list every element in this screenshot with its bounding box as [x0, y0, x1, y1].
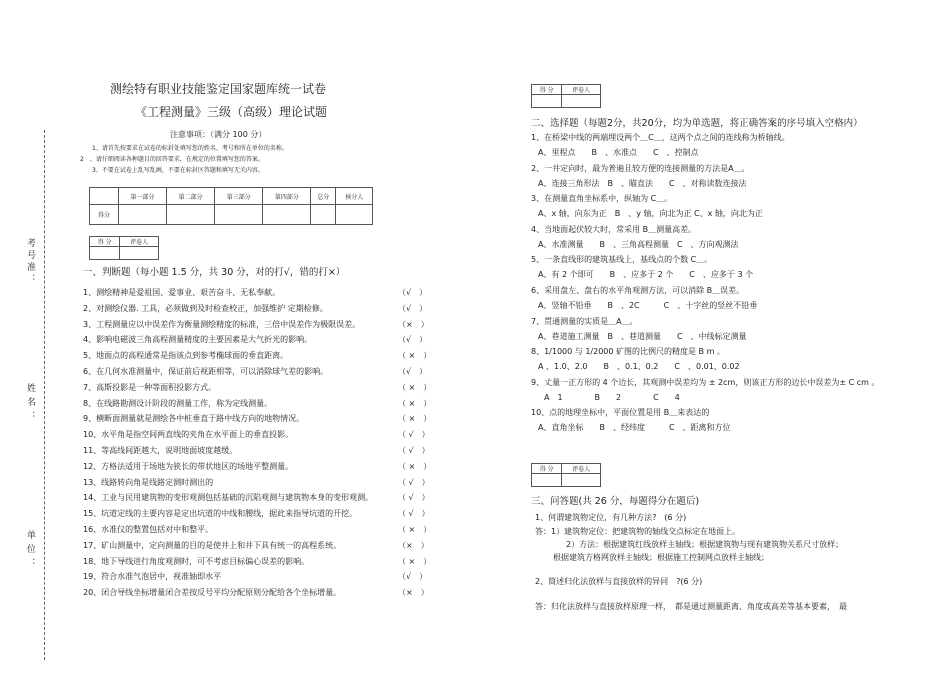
exam-no-label: 考号准：	[25, 238, 35, 286]
notice-2: 2 、请仔细阅读各种题目的回答要求，在规定的位置填写您的答案。	[80, 156, 264, 163]
grader-box	[89, 236, 159, 260]
judge-question: 20、闭合导线坐标增量闭合差按反号平均分配原则分配给各个坐标增量。	[83, 588, 342, 598]
judge-question: 13、线路转向角是线路定测时测出的	[83, 477, 214, 487]
judge-question: 6、在几何水准测量中，保证前后视距相等，可以消除球气差的影响。	[83, 367, 329, 376]
grader-box	[531, 84, 601, 108]
unit-label: 单位：	[25, 530, 35, 572]
judge-answer: （ × ）	[398, 398, 432, 408]
choice-question: 5、一条直线形的建筑基线上，基线点的个数 C＿。	[531, 255, 713, 265]
judge-question: 17、矿山测量中，定向测量的目的是使井上和井下具有统一的高程系统。	[83, 540, 342, 550]
judge-answer: （√ ）	[398, 367, 428, 376]
notice-title: 注意事项：（满分 100 分）	[170, 130, 267, 139]
choice-options: A、竖轴不铅垂 B 、2C C 、十字丝的竖丝不铅垂	[538, 301, 758, 310]
grader-score-label: 得 分	[90, 237, 120, 247]
judge-answer: （ × ）	[398, 556, 432, 566]
section1-title: 一、判断题（每小题 1.5 分，共 30 分，对的打√，错的打×）	[83, 267, 346, 278]
judge-answer: （√ ）	[398, 288, 428, 297]
grader-cell[interactable]	[532, 95, 562, 108]
choice-options: A、水准测量 B 、三角高程测量 C 、方向观测法	[538, 239, 739, 249]
choice-options: A、连接三角形法 B 、瞄直法 C 、对称读数连接法	[538, 178, 747, 188]
judge-question: 18、地下导线进行角度观测时，可不考虑目标偏心误差的影响。	[83, 556, 310, 566]
judge-answer: （√ ）	[398, 335, 428, 345]
judge-question: 11、等高线间距越大，说明地面坡度越缓。	[83, 446, 238, 455]
q1-answer-2: 2）方法：根据建筑红线放样主轴线；根据建筑物与现有建筑物关系尺寸放样；	[566, 540, 844, 549]
q1-answer-3: 根据建筑方格网放样主轴线；根据施工控制网点放样主轴线；	[553, 553, 769, 562]
choice-question: 4、当地面起伏较大时，常采用 B＿测量高差。	[531, 224, 697, 234]
grader-cell[interactable]	[120, 247, 159, 260]
section3-title: 三、问答题(共 26 分，每题得分在题后)	[531, 496, 700, 507]
judge-answer: （ × ）	[398, 414, 432, 424]
choice-options: A 、1.0、2.0 B 、0.1、0.2 C 、0.01、0.02	[538, 362, 740, 372]
choice-question: 9、丈量一正方形的 4 个边长，其观测中误差均为 ± 2cm，则该正方形的边长中误差为± C cm 。	[531, 377, 880, 387]
judge-answer: （× ）	[398, 319, 429, 329]
choice-options: A、直角坐标 B 、经纬度 C 、距离和方位	[538, 423, 731, 433]
q1-text: 1、何谓建筑物定位，有几种方法? (6 分)	[535, 513, 687, 522]
score-cell[interactable]	[167, 205, 215, 225]
q2-text: 2、简述归化法放样与直接放样的异同 ?(6 分)	[535, 577, 703, 586]
choice-question: 8、1/1000 与 1/2000 矿图的比例尺的精度是 B m 。	[531, 347, 725, 357]
score-cell[interactable]	[336, 205, 373, 225]
grader-cell[interactable]	[562, 95, 601, 108]
judge-question: 14、工业与民用建筑物的变形观测包括基础的沉陷观测与建筑物本身的变形观测。	[83, 493, 374, 503]
score-cell[interactable]	[311, 205, 336, 225]
choice-options: A、有 2 个即可 B 、应多于 2 个 C 、应多于 3 个	[538, 270, 754, 280]
choice-question: 6、采用盘左、盘右的水平角观测方法，可以消除 B＿误差。	[531, 286, 745, 295]
judge-answer: （ × ）	[398, 382, 432, 392]
name-label: 姓名：	[25, 383, 35, 425]
choice-options: A 1 B 2 C 4	[544, 392, 680, 402]
score-cell[interactable]	[215, 205, 263, 225]
judge-answer: （ × ）	[398, 525, 432, 534]
notice-3: 3、不要在试卷上乱写乱画，不要在标封区答题和填写无关内容。	[92, 167, 264, 174]
score-header: 第三部分	[215, 188, 263, 205]
score-row-label: 得分	[90, 205, 119, 225]
judge-answer: （ × ）	[398, 461, 432, 471]
judge-question: 10、水平角是指空间两直线的夹角在水平面上的垂直投影。	[83, 430, 294, 440]
judge-answer: （ × ）	[398, 351, 432, 361]
choice-question: 7、贯通测量的实质是＿A＿。	[531, 316, 638, 326]
grader-label: 评卷人	[562, 85, 601, 95]
exam-title: 测绘特有职业技能鉴定国家题库统一试卷	[110, 82, 327, 96]
judge-question: 15、坑道定线的主要内容是定出坑道的中线和腰线，据此来指导坑道的开挖。	[83, 509, 358, 519]
choice-options: A、x 轴，向东为正 B 、y 轴，向北为正 C、x 轴，向北为正	[538, 209, 763, 219]
grader-label: 评卷人	[562, 464, 601, 474]
judge-question: 7、高斯投影是一种等面积投影方式。	[83, 382, 217, 392]
score-header: 核分人	[336, 188, 373, 205]
judge-question: 8、在线路勘测设计阶段的测量工作，称为定线测量。	[83, 398, 273, 408]
judge-question: 4、影响电磁波三角高程测量精度的主要因素是大气折光的影响。	[83, 335, 313, 345]
binding-line	[44, 130, 45, 660]
score-cell[interactable]	[263, 205, 311, 225]
score-header: 第一部分	[119, 188, 167, 205]
judge-question: 5、地面点的高程通常是指该点到参考椭球面的垂直距离。	[83, 351, 289, 361]
choice-question: 1、在桥梁中线的两端埋设两个＿C＿，这两个点之间的连线称为桥轴线。	[531, 133, 790, 142]
choice-question: 3、在测量直角坐标系中，纵轴为 C＿。	[531, 194, 673, 204]
section2-title: 二、选择题（每题2分，共20分，均为单选题，将正确答案的序号填入空格内）	[531, 118, 863, 129]
judge-question: 3、工程测量应以中误差作为衡量测绘精度的标准，三倍中误差作为极限误差。	[83, 319, 361, 329]
judge-question: 12、方格法适用于场地为狭长的带状地区的场地平整测量。	[83, 461, 294, 471]
q2-answer: 答：归化法放样与直接放样原理一样， 都是通过测量距离、角度或高差等基本要素， 最	[535, 602, 847, 611]
score-header: 第四部分	[263, 188, 311, 205]
grader-box	[531, 463, 601, 487]
judge-answer: （ √ ）	[398, 430, 430, 440]
grader-score-label: 得 分	[532, 464, 562, 474]
judge-answer: （ √ ）	[398, 509, 430, 519]
exam-subtitle: 《工程测量》三级（高级）理论试题	[135, 105, 328, 119]
choice-options: A、里程点 B 、水准点 C 、控制点	[538, 148, 699, 157]
judge-question: 9、横断面测量就是测绘各中桩垂直于路中线方向的地物情况。	[83, 414, 305, 424]
judge-question: 2、对测绘仪器. 工具，必须做到及时检查校正，加强维护 定期检修。	[83, 303, 328, 313]
judge-answer: （× ）	[398, 540, 429, 550]
grader-score-label: 得 分	[532, 85, 562, 95]
grader-cell[interactable]	[90, 247, 120, 260]
grader-label: 评卷人	[120, 237, 159, 247]
judge-answer: （√ ）	[398, 303, 428, 313]
notice-1: 1、请首先按要求在试卷的标封处填写您的姓名、考号和所在单位的名称。	[92, 145, 288, 152]
judge-answer: （ √ ）	[398, 446, 430, 455]
grader-cell[interactable]	[562, 474, 601, 487]
q1-answer-1: 答：1）建筑物定位：把建筑物的轴线交点标定在地面上。	[535, 527, 741, 536]
judge-question: 1、测绘精神是爱祖国、爱事业、艰苦奋斗、无私奉献。	[83, 288, 281, 297]
judge-answer: （√ ）	[398, 572, 428, 582]
choice-options: A、巷道施工测量 B 、巷道测量 C 、中线标定测量	[538, 331, 747, 341]
choice-question: 10、点的地理坐标中，平面位置是用 B＿来表达的	[531, 408, 710, 418]
judge-answer: （ √ ）	[398, 477, 430, 487]
judge-answer: （× ）	[398, 588, 429, 598]
judge-question: 16、水准仪的整置包括对中和整平。	[83, 525, 214, 534]
score-cell[interactable]	[119, 205, 167, 225]
score-table	[89, 187, 373, 225]
score-header: 总分	[311, 188, 336, 205]
judge-question: 19、符合水准气泡居中，视准轴即水平	[83, 572, 222, 582]
choice-question: 2、一井定向时，最为普遍且较方便的连接测量的方法是A＿。	[531, 163, 750, 173]
judge-answer: （ √ ）	[398, 493, 430, 503]
score-header: 第二部分	[167, 188, 215, 205]
grader-cell[interactable]	[532, 474, 562, 487]
